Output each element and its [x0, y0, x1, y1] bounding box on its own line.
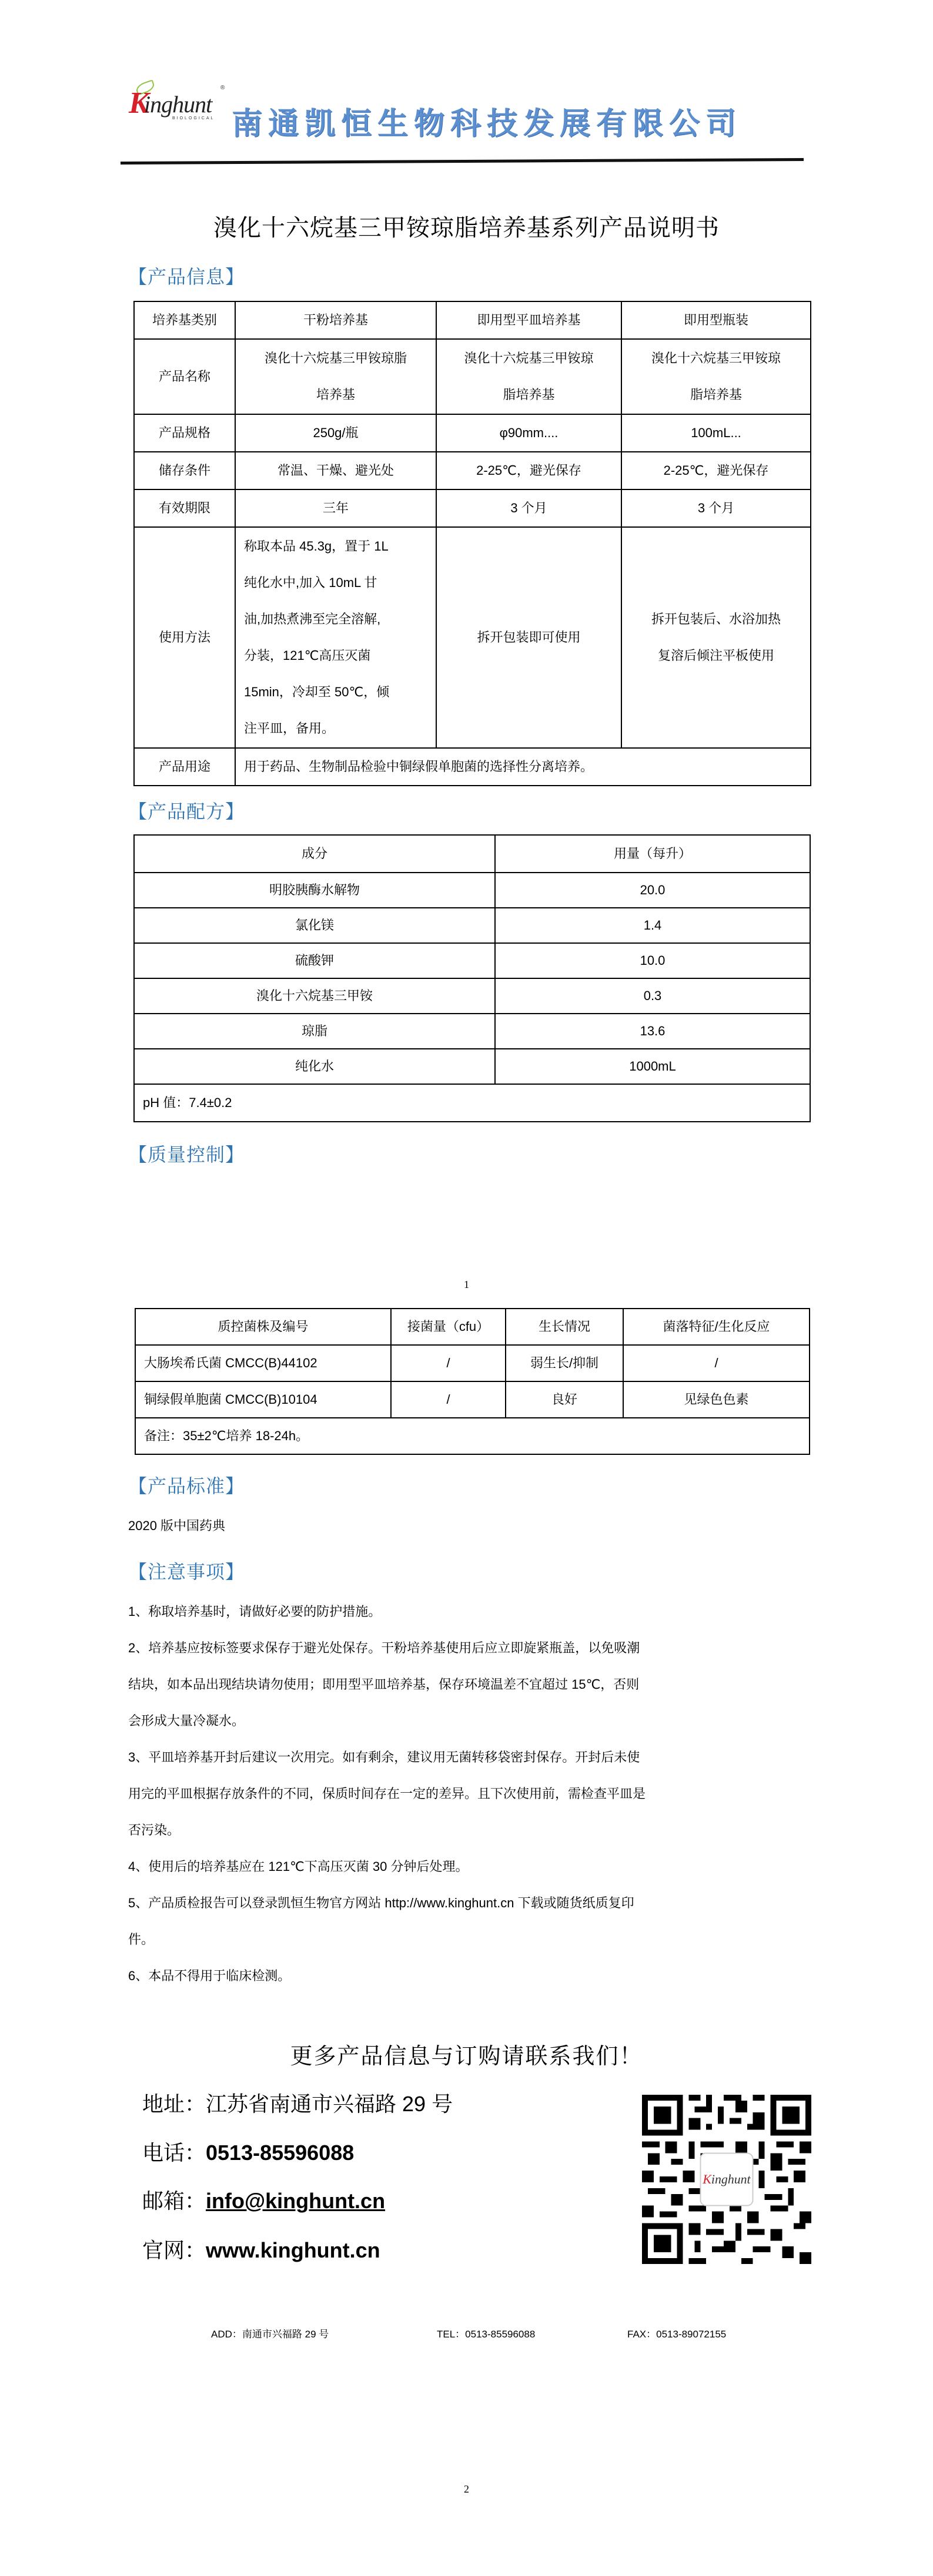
note-line: 否污染。: [128, 1823, 180, 1837]
table-cell: 用于药品、生物制品检验中铜绿假单胞菌的选择性分离培养。: [235, 748, 811, 786]
cell-line: 15min，冷却至 50℃，倾: [244, 685, 390, 699]
row-label: 产品用途: [134, 748, 235, 786]
logo-wordmark: inghunt: [144, 91, 212, 118]
qc-note: 备注：35±2℃培养 18-24h。: [135, 1418, 810, 1454]
amount: 20.0: [495, 873, 810, 908]
ingredient: 纯化水: [134, 1049, 495, 1084]
note-line: 结块，如本品出现结块请勿使用；即用型平皿培养基，保存环境温差不宜超过 15℃，否则: [128, 1677, 640, 1692]
contact-email: [142, 2185, 385, 2215]
footer-address: ADD：南通市兴福路 29 号: [211, 2329, 329, 2340]
email-link[interactable]: info@kinghunt.cn: [206, 2189, 386, 2213]
amount: 13.6: [495, 1014, 810, 1049]
column-header: 生长情况: [506, 1309, 623, 1345]
table-cell: 常温、干燥、避光处: [235, 452, 436, 489]
phone-label: 电话：: [142, 2141, 206, 2165]
table-cell: 2-25℃，避光保存: [436, 452, 621, 489]
ingredient: 硫酸钾: [134, 943, 495, 978]
column-header: 即用型平皿培养基: [436, 301, 621, 339]
table-cell: φ90mm....: [436, 414, 621, 452]
colony-feature: /: [623, 1345, 810, 1381]
inoculum: /: [391, 1381, 506, 1418]
address-value: 江苏省南通市兴福路 29 号: [206, 2092, 453, 2116]
page-number: 2: [464, 2483, 469, 2495]
table-cell: 100mL...: [621, 414, 811, 452]
qr-code: [641, 2095, 812, 2264]
footer-fax: FAX：0513-89072155: [627, 2329, 727, 2340]
table-header-row: [134, 835, 810, 873]
inoculum: /: [391, 1345, 506, 1381]
cell-line: 复溶后倾注平板使用: [657, 648, 774, 663]
table-header-row: [135, 1309, 810, 1345]
table-cell: 250g/瓶: [235, 414, 436, 452]
cell-line: 溴化十六烷基三甲铵琼脂: [264, 351, 407, 365]
amount: 10.0: [495, 943, 810, 978]
cell-line: 纯化水中,加入 10mL 甘: [244, 575, 377, 590]
website-label: 官网：: [142, 2238, 206, 2262]
section-standard: 【产品标准】: [128, 1475, 245, 1497]
table-cell: 2-25℃，避光保存: [621, 452, 811, 489]
row-label: 产品名称: [134, 339, 235, 414]
standard-text: 2020 版中国药典: [128, 1518, 226, 1533]
phone-value: 0513-85596088: [206, 2141, 355, 2165]
ingredient: 明胶胰酶水解物: [134, 873, 495, 908]
table-row: [134, 978, 810, 1014]
column-header: 成分: [134, 835, 495, 873]
section-notes: 【注意事项】: [128, 1561, 245, 1582]
strain: 铜绿假单胞菌 CMCC(B)10104: [135, 1381, 391, 1418]
table-row: [134, 489, 811, 527]
table-row: [135, 1345, 810, 1381]
table-cell: 3 个月: [436, 489, 621, 527]
table-row: [135, 1418, 810, 1454]
cell-line: 称取本品 45.3g，置于 1L: [244, 539, 389, 554]
table-row: [135, 1381, 810, 1418]
cell-line: 溴化十六烷基三甲铵琼: [651, 351, 781, 365]
formula-table: [133, 834, 811, 1122]
note-line: 4、使用后的培养基应在 121℃下高压灭菌 30 分钟后处理。: [128, 1859, 469, 1874]
website-link[interactable]: www.kinghunt.cn: [206, 2238, 380, 2262]
company-name: 南通凯恒生物科技发展有限公司: [232, 106, 743, 142]
table-cell: 3 个月: [621, 489, 811, 527]
email-label: 邮箱：: [142, 2189, 206, 2213]
strain: 大肠埃希氏菌 CMCC(B)44102: [135, 1345, 391, 1381]
document-title: 溴化十六烷基三甲铵琼脂培养基系列产品说明书: [213, 215, 720, 241]
row-label: 产品规格: [134, 414, 235, 452]
cell-line: 脂培养基: [503, 387, 555, 402]
table-row: [134, 1014, 810, 1049]
table-row: [134, 414, 811, 452]
contact-website: [142, 2234, 380, 2264]
registered-icon: ®: [220, 85, 225, 91]
logo-k: K: [129, 86, 149, 120]
column-header: 干粉培养基: [235, 301, 436, 339]
section-formula: 【产品配方】: [128, 801, 245, 822]
cell-line: 油,加热煮沸至完全溶解,: [244, 612, 381, 626]
row-label: 使用方法: [134, 527, 235, 748]
cell-line: 分装，121℃高压灭菌: [244, 648, 371, 663]
row-label: 储存条件: [134, 452, 235, 489]
ingredient: 溴化十六烷基三甲铵: [134, 978, 495, 1014]
growth: 良好: [506, 1381, 623, 1418]
table-row: [134, 301, 811, 339]
note-line: 会形成大量冷凝水。: [128, 1713, 245, 1728]
table-row: [134, 452, 811, 489]
note-line: 6、本品不得用于临床检测。: [128, 1968, 291, 1983]
table-row: [134, 873, 810, 908]
colony-feature: 见绿色色素: [623, 1381, 810, 1418]
notes-list: [128, 1594, 810, 1994]
note-line: 1、称取培养基时，请做好必要的防护措施。: [128, 1604, 382, 1619]
page-number: 1: [464, 1279, 469, 1290]
row-label: 有效期限: [134, 489, 235, 527]
cell-line: 脂培养基: [690, 387, 742, 402]
table-row: [134, 339, 811, 414]
table-row: [134, 1049, 810, 1084]
table-row: [134, 908, 810, 943]
product-info-table: [133, 301, 811, 786]
table-row: [134, 1084, 810, 1122]
note-line: 2、培养基应按标签要求保存于避光处保存。干粉培养基使用后应立即旋紧瓶盖，以免吸潮: [128, 1641, 640, 1655]
qr-code-icon: [641, 2095, 812, 2264]
amount: 1.4: [495, 908, 810, 943]
ingredient: 氯化镁: [134, 908, 495, 943]
contact-phone: [142, 2136, 354, 2166]
cell-line: 溴化十六烷基三甲铵琼: [464, 351, 594, 365]
table-cell: [235, 339, 436, 414]
column-header: 菌落特征/生化反应: [623, 1309, 810, 1345]
header-divider: [121, 158, 804, 165]
table-cell: [235, 527, 436, 748]
cell-line: 注平皿，备用。: [244, 721, 335, 736]
table-cell: [621, 527, 811, 748]
note-line: 3、平皿培养基开封后建议一次用完。如有剩余，建议用无菌转移袋密封保存。开封后未使: [128, 1750, 640, 1765]
footer-phone: TEL：0513-85596088: [437, 2329, 536, 2340]
column-header: 即用型瓶装: [621, 301, 811, 339]
row-label: 培养基类别: [134, 301, 235, 339]
ingredient: 琼脂: [134, 1014, 495, 1049]
cell-line: 拆开包装后、水浴加热: [651, 612, 781, 626]
svg-text:Kinghunt: Kinghunt: [703, 2172, 751, 2186]
ph-value: pH 值：7.4±0.2: [134, 1084, 810, 1122]
table-row: [134, 943, 810, 978]
column-header: 接菌量（cfu）: [391, 1309, 506, 1345]
growth: 弱生长/抑制: [506, 1345, 623, 1381]
section-product-info: 【产品信息】: [128, 266, 245, 287]
contact-address: [142, 2088, 453, 2118]
cell-line: 培养基: [316, 387, 355, 402]
amount: 1000mL: [495, 1049, 810, 1084]
table-cell: [621, 339, 811, 414]
amount: 0.3: [495, 978, 810, 1014]
quality-control-table: [135, 1308, 810, 1455]
table-row: [134, 748, 811, 786]
note-line: 用完的平皿根据存放条件的不同，保质时间存在一定的差异。且下次使用前，需检查平皿是: [128, 1786, 646, 1801]
note-line: 5、产品质检报告可以登录凯恒生物官方网站 http://www.kinghunt.cn 下载或随货纸质复印: [128, 1896, 634, 1910]
table-cell: 拆开包装即可使用: [436, 527, 621, 748]
table-row: [134, 527, 811, 748]
table-cell: [436, 339, 621, 414]
note-line: 件。: [128, 1932, 155, 1947]
address-label: 地址：: [142, 2092, 206, 2116]
column-header: 用量（每升）: [495, 835, 810, 873]
contact-heading: 更多产品信息与订购请联系我们！: [290, 2044, 643, 2069]
section-quality-control: 【质量控制】: [128, 1144, 245, 1165]
logo-subtitle: BIOLOGICAL: [172, 116, 215, 120]
table-cell: 三年: [235, 489, 436, 527]
column-header: 质控菌株及编号: [135, 1309, 391, 1345]
kinghunt-logo: [129, 82, 226, 120]
